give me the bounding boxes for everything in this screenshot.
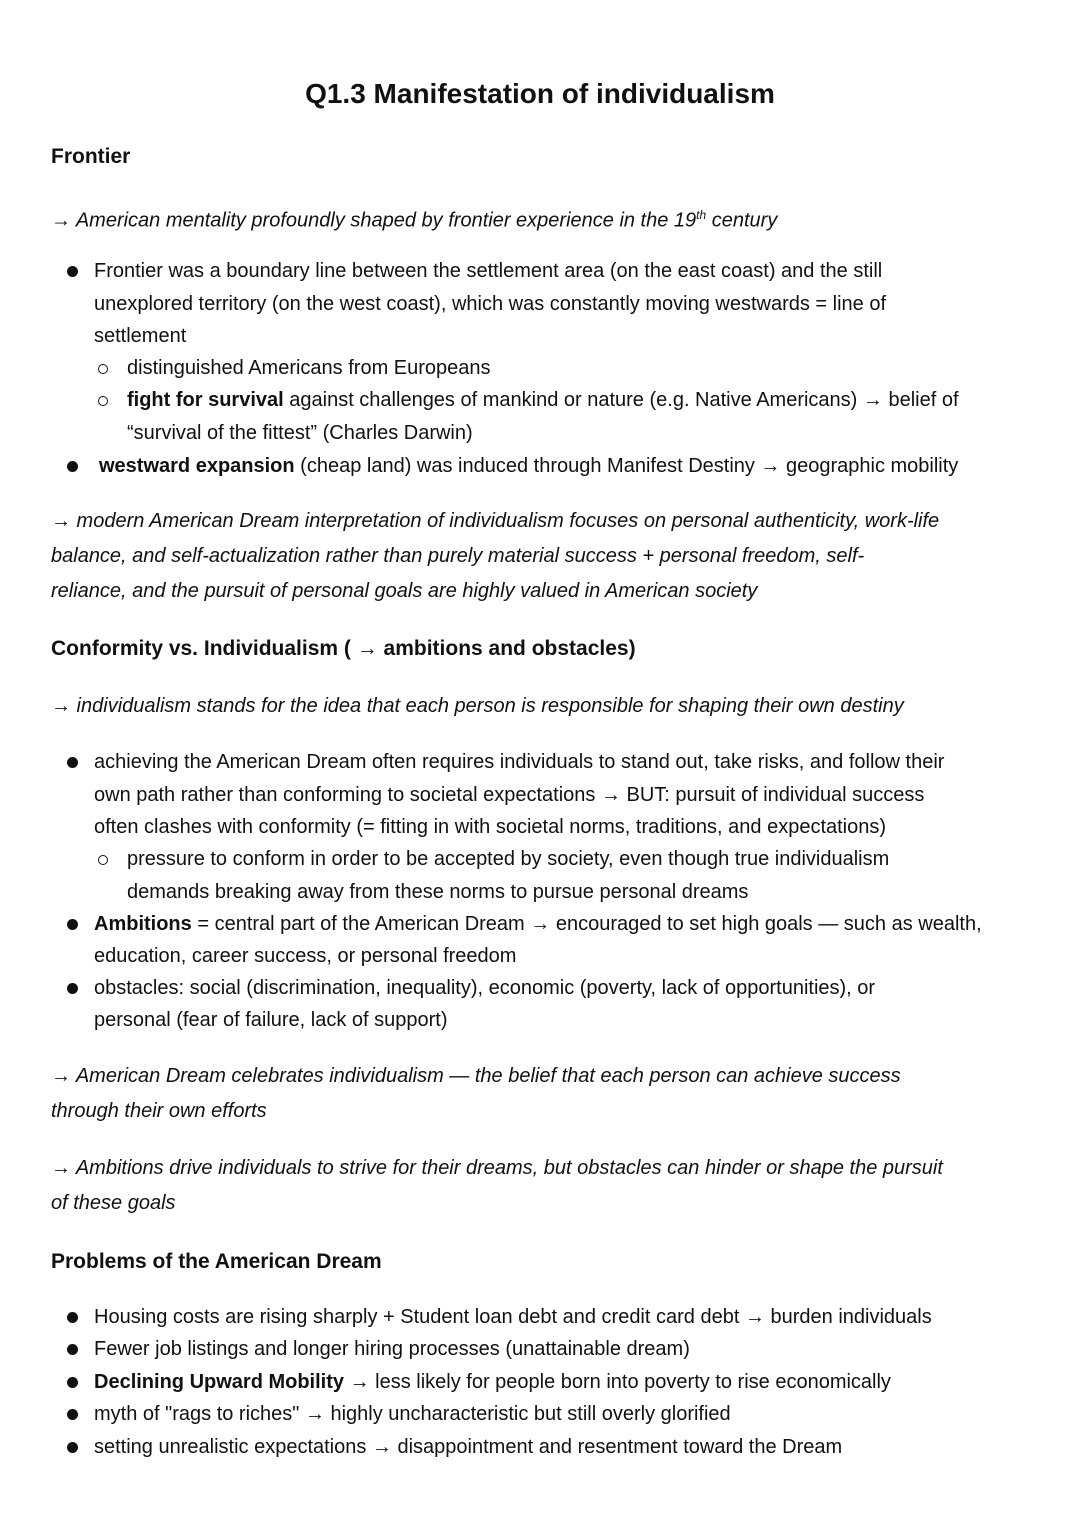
conformity-bullet-2 [94, 908, 1044, 940]
bullet-icon [67, 919, 78, 930]
bullet-icon [67, 757, 78, 768]
frontier-bullet-1-line-3: settlement [94, 325, 187, 347]
sub-bullet-circle-icon [98, 396, 108, 406]
ambitions-bold: Ambitions [94, 913, 192, 935]
page-title: Q1.3 Manifestation of individualism [305, 78, 775, 109]
declining-mobility-bold: Declining Upward Mobility [94, 1371, 345, 1393]
frontier-sub-bullet-1: distinguished Americans from Europeans [127, 357, 491, 379]
bullet-icon [67, 461, 78, 472]
conformity-paragraph-1-line-1: → American Dream celebrates individualism — the belief that each person can achieve success [51, 1065, 901, 1087]
bullet-icon [67, 266, 78, 277]
conformity-bullet-2-line-2: education, career success, or personal freedom [94, 945, 517, 967]
frontier-bullet-2 [99, 450, 1049, 482]
frontier-sub-bullet-2-text: against challenges of mankind or nature (e.g. Native Americans) → belief of [283, 389, 959, 411]
conformity-paragraph-1-line-2: through their own efforts [51, 1100, 267, 1122]
conformity-bullet-1-line-3: often clashes with conformity (= fitting in with societal norms, traditions, and expectations) [94, 816, 887, 838]
bullet-icon [67, 1344, 78, 1355]
conformity-paragraph-2-line-2: of these goals [51, 1192, 176, 1214]
conformity-bullet-2-text: = central part of the American Dream → encouraged to set high goals — such as wealth, [191, 913, 982, 935]
frontier-intro-superscript: th [696, 208, 707, 222]
frontier-intro [51, 198, 1041, 239]
bullet-icon [67, 1409, 78, 1420]
conformity-paragraph-2-line-1: → Ambitions drive individuals to strive for their dreams, but obstacles can hinder or shape the pursuit [51, 1157, 943, 1179]
conformity-bullet-1-line-1: achieving the American Dream often requires individuals to stand out, take risks, and follow their [94, 751, 945, 773]
frontier-intro-text: → American mentality profoundly shaped by frontier experience in the 19 [51, 209, 697, 232]
frontier-summary-line-2: balance, and self-actualization rather than purely material success + personal freedom, self- [51, 545, 865, 567]
bullet-icon [67, 1442, 78, 1453]
frontier-bullet-2-text: (cheap land) was induced through Manifest Destiny → geographic mobility [294, 455, 959, 477]
sub-bullet-circle-icon [98, 855, 108, 865]
problems-bullet-3-text: → less likely for people born into poverty to rise economically [344, 1371, 891, 1393]
frontier-intro-text-end: century [706, 209, 778, 232]
bullet-icon [67, 1312, 78, 1323]
frontier-sub-bullet-2 [127, 384, 1044, 416]
problems-bullet-5: setting unrealistic expectations → disappointment and resentment toward the Dream [94, 1436, 843, 1458]
conformity-sub-bullet-line-2: demands breaking away from these norms to pursue personal dreams [127, 881, 749, 903]
problems-bullet-4: myth of "rags to riches" → highly uncharacteristic but still overly glorified [94, 1403, 731, 1425]
sub-bullet-circle-icon [98, 364, 108, 374]
conformity-bullet-3-line-2: personal (fear of failure, lack of support) [94, 1009, 448, 1031]
conformity-sub-bullet-line-1: pressure to conform in order to be accepted by society, even though true individualism [127, 848, 890, 870]
bullet-icon [67, 983, 78, 994]
bullet-icon [67, 1377, 78, 1388]
conformity-intro: → individualism stands for the idea that each person is responsible for shaping their own destiny [51, 695, 904, 717]
frontier-bullet-1-line-1: Frontier was a boundary line between the settlement area (on the east coast) and the still [94, 260, 883, 282]
problems-bullet-3 [94, 1366, 1044, 1398]
conformity-bullet-3-line-1: obstacles: social (discrimination, inequality), economic (poverty, lack of opportunities), or [94, 977, 876, 999]
problems-bullet-1: Housing costs are rising sharply + Student loan debt and credit card debt → burden individuals [94, 1306, 932, 1328]
westward-expansion-bold: westward expansion [99, 455, 295, 477]
section-heading-conformity: Conformity vs. Individualism ( → ambitions and obstacles) [51, 637, 636, 660]
frontier-bullet-1-line-2: unexplored territory (on the west coast), which was constantly moving westwards = line of [94, 293, 887, 315]
conformity-bullet-1-line-2: own path rather than conforming to societal expectations → BUT: pursuit of individual success [94, 784, 925, 806]
section-heading-frontier: Frontier [51, 145, 131, 168]
frontier-sub-bullet-2-line-2: “survival of the fittest” (Charles Darwin) [127, 422, 473, 444]
frontier-summary-line-3: reliance, and the pursuit of personal goals are highly valued in American society [51, 580, 758, 602]
section-heading-problems: Problems of the American Dream [51, 1250, 382, 1273]
fight-for-survival-bold: fight for survival [127, 389, 284, 411]
problems-bullet-2: Fewer job listings and longer hiring processes (unattainable dream) [94, 1338, 690, 1360]
frontier-summary-line-1: → modern American Dream interpretation of individualism focuses on personal authenticity, work-life [51, 510, 940, 532]
